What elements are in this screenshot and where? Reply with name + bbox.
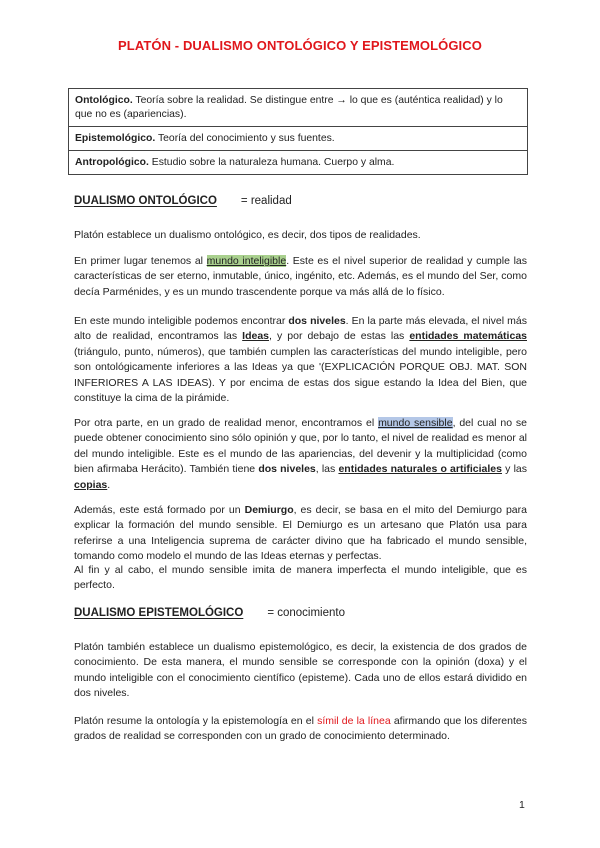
paragraph: Además, este está formado por un Demiurgo, es decir, se basa en el mito del Demiurgo para explicar la formación del mundo sensible. El Demiurgo es un artesano que Platón usa para referirse a una Inteligencia suprema de carácter divino que ha fabricado el mundo sensible, tomando como modelo el mundo de las Ideas eternas y perfectas. (74, 504, 527, 563)
definition-row (69, 127, 528, 151)
definition-row (69, 151, 528, 175)
term-copias: copias (74, 478, 108, 491)
definition-row (69, 89, 528, 127)
section-equals: = conocimiento (267, 607, 345, 619)
term-demiurgo: Demiurgo (244, 504, 294, 516)
definition-text: Teoría del conocimiento y sus fuentes. (155, 133, 335, 144)
highlight-mundo-inteligible: mundo inteligible (206, 255, 287, 267)
paragraph: Platón también establece un dualismo epistemológico, es decir, la existencia de dos grados de conocimiento. De esta manera, el mundo sensible se corresponde con la opinión (doxa) y el mundo inteligible con el conocimiento científico (episteme). Cada uno de ellos estará dividido en dos niveles. (74, 641, 527, 700)
section-title: DUALISMO EPISTEMOLÓGICO (74, 607, 244, 619)
section-heading-ontological (74, 195, 292, 207)
definitions-table (68, 88, 528, 175)
paragraph: Por otra parte, en un grado de realidad menor, encontramos el mundo sensible, del cual no se puede obtener conocimiento sino sólo opinión y que, por lo tanto, el nivel de realidad es menor al del mundo inteligible. Este es el mundo de las apariencias, del devenir y la multiplicidad (como bien afirmaba Herácito). También tiene dos niveles, las entidades naturales o artificiales y las copias. (74, 417, 527, 491)
paragraph: Al fin y al cabo, el mundo sensible imita de manera imperfecta el mundo inteligible, que es perfecto. (74, 564, 527, 592)
paragraph: Platón resume la ontología y la epistemología en el símil de la línea afirmando que los diferentes grados de realidad se corresponden con un grado de conocimiento determinado. (74, 715, 527, 743)
definition-term: Ontológico. (75, 95, 133, 106)
definition-text: Estudio sobre la naturaleza humana. Cuerpo y alma. (148, 157, 395, 168)
paragraph: En este mundo inteligible podemos encontrar dos niveles. En la parte más elevada, el nivel más alto de realidad, encontramos las Ideas, y por debajo de estas las entidades matemáticas (triángulo, punto, números), que también cumplen las características del mundo inteligible, pero son ontológicamente inferiores a las Ideas ya que '(EXPLICACIÓN PORQUE OBJ. MAT. SON INFERIORES A LAS IDEAS). Y por encima de estas dos sigue estando la Idea del Bien, que constituye la cima de la pirámide. (74, 315, 527, 405)
definition-text: Teoría sobre la realidad. Se distingue entre → lo que es (auténtica realidad) y lo que no es (apariencias). (75, 95, 503, 120)
paragraph: Platón establece un dualismo ontológico, es decir, dos tipos de realidades. (74, 229, 421, 241)
section-heading-epistemological (74, 607, 345, 619)
definition-term: Epistemológico. (75, 133, 156, 144)
page-number: 1 (519, 799, 525, 811)
paragraph: En primer lugar tenemos al mundo inteligible. Este es el nivel superior de realidad y cumple las características de ser eterno, inmutable, único, ingénito, etc. Además, es el mundo del Ser, como decía Parménides, y es un mundo trascendente porque va más allá de lo físico. (74, 255, 527, 298)
section-equals: = realidad (240, 195, 292, 207)
page-title: PLATÓN - DUALISMO ONTOLÓGICO Y EPISTEMOLÓGICO (118, 38, 482, 53)
definition-term: Antropológico. (75, 157, 149, 168)
term-simil-linea: símil de la línea (317, 715, 391, 727)
section-title: DUALISMO ONTOLÓGICO (74, 195, 217, 207)
highlight-mundo-sensible: mundo sensible (378, 417, 453, 429)
term-entidades-matematicas: entidades matemáticas (409, 330, 527, 343)
term-entidades-naturales: entidades naturales o artificiales (338, 463, 502, 476)
term-ideas: Ideas (242, 330, 270, 343)
